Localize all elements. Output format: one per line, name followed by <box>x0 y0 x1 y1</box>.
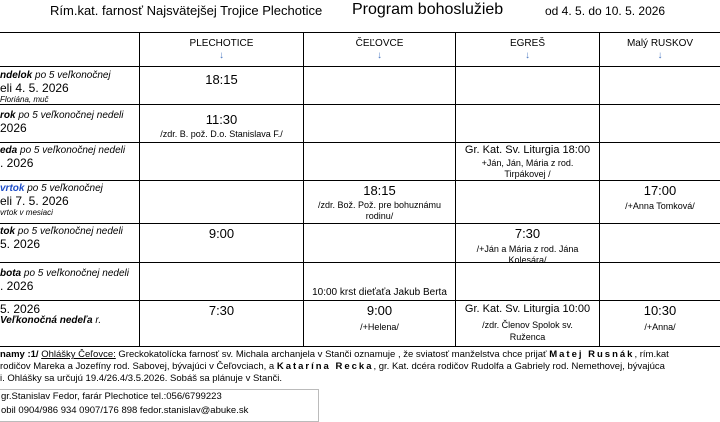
mass-time: 7:30 <box>514 226 541 241</box>
announcement-text: , gr. Kat. dcéra rodičov Rudolfa a Gabriely rod. Nemethovej, bývajúca <box>373 361 665 372</box>
day-title: rok <box>0 110 16 121</box>
day-date: 5. 2026 <box>0 237 41 251</box>
contact-phones: obil 0904/986 934 0907/176 898 fedor.stanislav@abuke.sk <box>1 405 249 416</box>
day-date: 5. 2026 <box>0 302 41 316</box>
mass-time: 18:15 <box>205 72 238 87</box>
announcements-link[interactable]: Ohlášky Čeľovce: <box>41 349 116 360</box>
mass-time: Gr. Kat. Sv. Liturgia 10:00 <box>464 303 591 315</box>
mass-time: 11:30 <box>205 112 238 127</box>
mass-intention: Ruženca <box>509 332 546 342</box>
column-header-maly-ruskov: Malý RUSKOV <box>626 38 694 49</box>
day-label-thursday <box>0 183 103 219</box>
day-date: eli 4. 5. 2026 <box>0 81 69 95</box>
day-label-monday <box>0 70 111 106</box>
down-arrow-icon: ↓ <box>377 50 382 61</box>
contact-box <box>0 389 319 422</box>
mass-time: 7:30 <box>208 303 235 318</box>
announcements <box>0 349 720 385</box>
down-arrow-icon: ↓ <box>657 50 663 61</box>
mass-intention: rodinu/ <box>365 211 394 221</box>
grid-line <box>0 66 720 67</box>
day-subtitle: r. <box>92 315 102 326</box>
day-subtitle: po 5 veľkonočnej nedeli <box>21 268 129 279</box>
day-date: eli 7. 5. 2026 <box>0 194 69 208</box>
announcements-lead: namy :1/ <box>0 349 42 360</box>
column-header-egres: EGREŠ <box>509 38 545 49</box>
mass-time: Gr. Kat. Sv. Liturgia 18:00 <box>464 144 591 156</box>
announcement-text: , rím.kat <box>634 349 669 360</box>
grid-line <box>455 32 456 346</box>
grid-line <box>0 180 720 181</box>
mass-intention: /+Anna/ <box>644 322 676 332</box>
day-title: bota <box>0 268 22 279</box>
announcement-text: Greckokatolícka farnosť sv. Michala archanjela v Stanči oznamuje , že sviatosť manželstva chce prijať <box>115 349 550 360</box>
day-date: . 2026 <box>0 156 34 170</box>
day-date: . 2026 <box>0 279 34 293</box>
day-feast: Floriána, muč <box>0 95 49 104</box>
day-label-friday <box>0 226 123 250</box>
announcement-text: rodičov Mareka a Jozefíny rod. Sabovej, bývajúci v Čeľovciach, a <box>0 361 277 372</box>
day-title: tok <box>0 226 15 237</box>
mass-intention: +Ján, Ján, Mária z rod. <box>481 158 574 168</box>
down-arrow-icon: ↓ <box>219 50 224 61</box>
day-label-saturday <box>0 268 129 292</box>
program-title: Program bohoslužieb <box>352 1 504 18</box>
mass-intention: /zdr. Členov Spolok sv. <box>482 320 573 330</box>
column-header-celovce: ČEĽOVCE <box>355 38 404 49</box>
mass-time: 9:00 <box>366 303 393 318</box>
mass-intention: /+Ján a Mária z rod. Jána <box>476 244 579 254</box>
baptism-note: 10:00 krst dieťaťa Jakub Berta <box>312 287 447 298</box>
mass-time: 10:30 <box>643 303 677 318</box>
day-subtitle: po 5 veľkonočnej nedeli <box>15 110 124 121</box>
day-title: vrtok <box>0 183 25 194</box>
groom-name: Matej Rusnák <box>549 349 635 360</box>
grid-line <box>0 300 720 301</box>
grid-line <box>0 346 720 347</box>
mass-intention: Tirpákovej / <box>504 169 551 179</box>
program-dates: od 4. 5. do 10. 5. 2026 <box>545 4 666 18</box>
day-subtitle: po 5 veľkonočnej nedeli <box>15 226 123 237</box>
day-date: 2026 <box>0 121 27 135</box>
mass-intention: /zdr. B. pož. D.o. Stanislava F./ <box>160 129 283 139</box>
mass-time: 18:15 <box>363 183 396 198</box>
mass-time: 9:00 <box>208 226 235 241</box>
grid-line <box>0 142 720 143</box>
day-label-wednesday <box>0 145 125 169</box>
grid-line <box>0 32 720 33</box>
day-subtitle: po 5 veľkonočnej <box>24 183 103 194</box>
grid-line <box>0 262 720 263</box>
announcement-text: i. Ohlášky sa určujú 19.4/26.4/3.5.2026. Sobáš sa plánuje v Stanči. <box>0 373 283 384</box>
mass-intention: /zdr. Bož. Pož. pre bohuznámu <box>317 200 442 210</box>
day-title: Veľkonočná nedeľa <box>0 315 93 326</box>
contact-priest: gr.Stanislav Fedor, farár Plechotice tel.:056/6799223 <box>1 391 222 402</box>
down-arrow-icon: ↓ <box>525 50 530 61</box>
bride-name: Katarína Recka <box>276 361 374 372</box>
mass-intention: /+Helena/ <box>360 322 399 332</box>
day-title: eda <box>0 145 18 156</box>
column-header-plechotice: PLECHOTICE <box>189 38 254 49</box>
parish-name: Rím.kat. farnosť Najsvätejšej Trojice Plechotice <box>50 3 323 18</box>
grid-line <box>0 223 720 224</box>
mass-time: 17:00 <box>643 183 677 198</box>
day-title: ndelok <box>0 70 33 81</box>
day-label-tuesday <box>0 110 123 134</box>
day-label-sunday <box>0 303 101 327</box>
mass-intention: Kolesára/ <box>508 255 547 265</box>
day-subtitle: po 5 veľkonočnej <box>32 70 111 81</box>
mass-intention: /+Anna Tomková/ <box>625 201 695 211</box>
day-feast: vrtok v mesiaci <box>0 208 53 217</box>
day-subtitle: po 5 veľkonočnej nedeli <box>17 145 126 156</box>
